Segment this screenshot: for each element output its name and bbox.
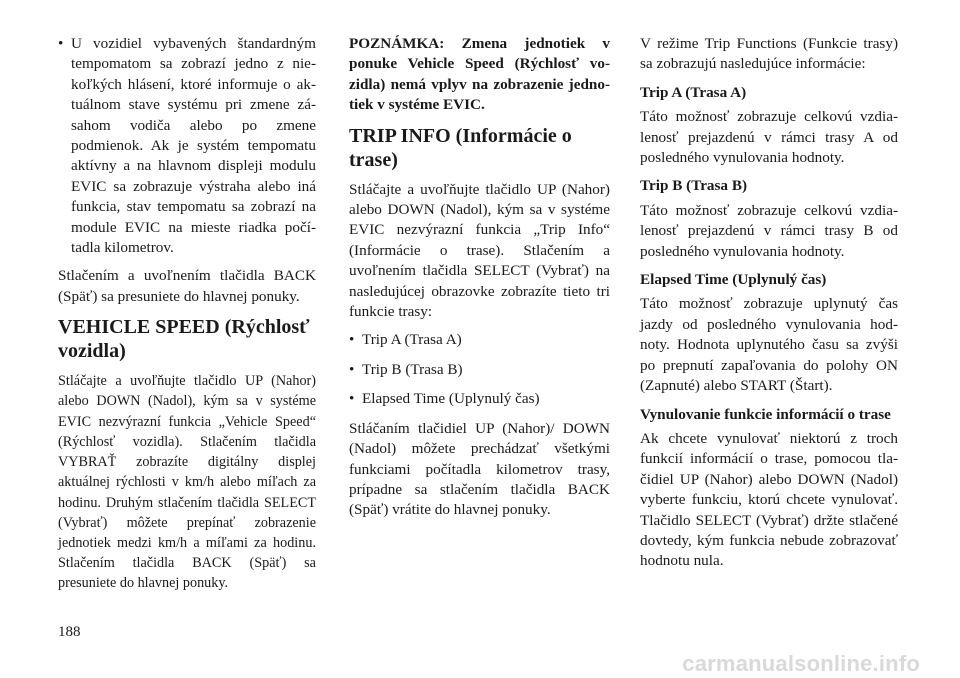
navigation-paragraph: Stláčaním tlačidiel UP (Nahor)/ DOWN (Nadol) môžete prechádzať všetkými funkciami počítadla kilometrov trasy, prípadne sa stlačením tlačidla BACK (Späť) vrátite do hlavnej ponuky. (349, 419, 610, 519)
elapsed-time-paragraph: Táto možnosť zobrazuje uplynutý čas jazdy od posledného vynulovania hodnoty. Hodnota uplynutého času sa zvýši po prepnutí zapaľovania do polohy ON (Zapnuté) alebo START (Štart). (640, 295, 898, 395)
back-button-paragraph: Stlačením a uvoľnením tlačidla BACK (Späť) sa presuniete do hlavnej ponuky. (58, 267, 316, 305)
subheading-trip-a: Trip A (Trasa A) (640, 83, 747, 101)
heading-trip-info: TRIP INFO (Informácie o trase) (349, 124, 572, 171)
bullet-icon: • (349, 390, 355, 408)
bullet-text: U vozidiel vybavených štandardným tempomatom sa zobrazí jedno z niekoľkých hlásení, ktoré informuje o aktuálnom stave systému pri zmene zásahom vodiča alebo po zmene podmienok. Ak je systém tempomatu aktívny a na hlavnom displeji modulu EVIC sa zobrazuje výstraha alebo iná funkcia, stav tempomatu sa zobrazí na module EVIC na mieste riadka počítadla kilometrov. (71, 35, 316, 257)
list-item-text: Elapsed Time (Uplynulý čas) (362, 390, 540, 408)
list-item-text: Trip A (Trasa A) (362, 331, 462, 349)
page-number: 188 (58, 624, 81, 640)
heading-vehicle-speed: VEHICLE SPEED (Rýchlosť vozidla) (58, 316, 310, 363)
bullet-icon: • (349, 331, 355, 349)
trip-functions-list (349, 330, 610, 409)
list-item (349, 360, 610, 380)
bullet-icon: • (349, 360, 355, 378)
watermark: carmanualsonline.info (682, 651, 920, 676)
subheading-trip-b: Trip B (Trasa B) (640, 177, 748, 195)
bullet-icon: • (58, 35, 64, 52)
trip-functions-intro: V režime Trip Functions (Funkcie trasy) sa zobrazujú nasledujúce informácie: (640, 35, 898, 73)
note-paragraph: POZNÁMKA: Zmena jednotiek v ponuke Vehicle Speed (Rýchlosť vozidla) nemá vplyv na zobrazenie jednotiek v systéme EVIC. (349, 35, 610, 114)
bullet-paragraph (58, 34, 316, 258)
list-item (349, 330, 610, 350)
subheading-reset: Vynulovanie funkcie informácií o trase (640, 405, 891, 423)
trip-b-paragraph: Táto možnosť zobrazuje celkovú vzdialenosť prejazdenú v rámci trasy B od posledného vynulovania hodnoty. (640, 201, 898, 260)
list-item (349, 389, 610, 409)
column-middle (349, 34, 610, 529)
subheading-elapsed-time: Elapsed Time (Uplynulý čas) (640, 271, 827, 289)
reset-paragraph: Ak chcete vynulovať niektorú z troch funkcií informácií o trase, pomocou tlačidiel UP (Nahor) alebo DOWN (Nadol) vyberte funkciu, ktorú chcete vynulovať. Tlačidlo SELECT (Vybrať) držte stlačené dovtedy, kým funkcia nebude zobrazovať hodnotu nula. (640, 429, 898, 570)
list-item-text: Trip B (Trasa B) (362, 360, 463, 378)
vehicle-speed-paragraph: Stláčajte a uvoľňujte tlačidlo UP (Nahor) alebo DOWN (Nadol), kým sa v systéme EVIC nezvýrazní funkcia „Vehicle Speed“ (Rýchlosť vozidla). Stlačením tlačidla VYBRAŤ zobrazíte digitálny displej aktuálnej rýchlosti v km/h alebo míľach za hodinu. Druhým stlačením tlačidla SELECT (Vybrať) môžete prepínať zobrazenie jednotiek medzi km/h a míľami za hodinu. Stlačením tlačidla BACK (Späť) sa presuniete do hlavnej ponuky. (58, 373, 316, 592)
trip-a-paragraph: Táto možnosť zobrazuje celkovú vzdialenosť prejazdenú v rámci trasy A od posledného vynulovania hodnoty. (640, 108, 898, 167)
column-left (58, 34, 316, 602)
trip-info-paragraph: Stláčajte a uvoľňujte tlačidlo UP (Nahor) alebo DOWN (Nadol), kým sa v systéme EVIC nezvýrazní funkcia „Trip Info“ (Informácie o trase). Stlačením a uvoľnením tlačidla SELECT (Vybrať) na nasledujúcej obrazovke zobrazíte tieto tri funkcie trasy: (349, 180, 610, 321)
column-right (640, 34, 898, 580)
